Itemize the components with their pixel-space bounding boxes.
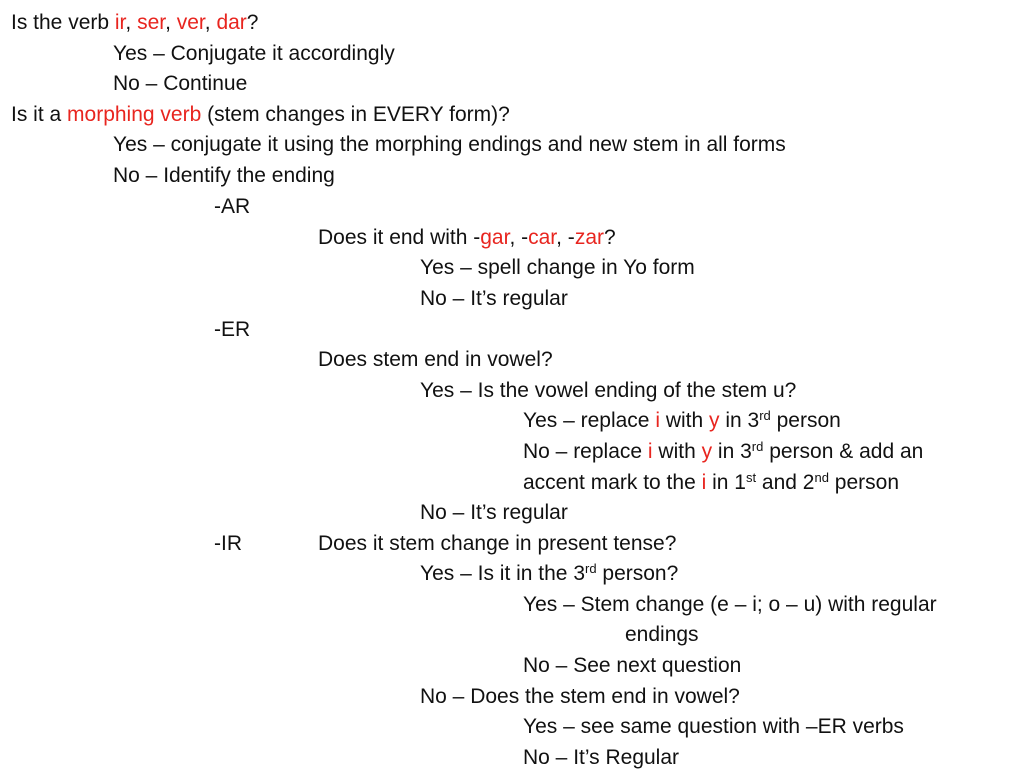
answer-no-regular-ar: No – It’s regular: [420, 287, 568, 310]
question-gar-car-zar: Does it end with -gar, -car, -zar?: [318, 226, 616, 249]
answer-yes-spell-change: Yes – spell change in Yo form: [420, 256, 695, 279]
answer-no-identify-ending: No – Identify the ending: [113, 164, 335, 187]
question-special-verbs: Is the verb ir, ser, ver, dar?: [11, 11, 259, 34]
answer-no-continue: No – Continue: [113, 72, 248, 95]
question-third-person: Yes – Is it in the 3rd person?: [420, 561, 679, 585]
verb-ser: ser: [137, 11, 166, 34]
verb-dar: dar: [216, 11, 247, 34]
question-morphing-verb: Is it a morphing verb (stem changes in EVERY form)?: [11, 103, 510, 126]
answer-yes-replace-i-y: Yes – replace i with y in 3rd person: [523, 408, 841, 432]
answer-yes-stem-change: Yes – Stem change (e – i; o – u) with regular: [523, 593, 937, 616]
question-stem-change-present: Does it stem change in present tense?: [318, 532, 677, 555]
ending-ir: [0, 529, 676, 559]
answer-yes-morphing: Yes – conjugate it using the morphing endings and new stem in all forms: [113, 133, 786, 156]
answer-no-regular-er: No – It’s regular: [420, 501, 568, 524]
answer-yes-conjugate: Yes – Conjugate it accordingly: [113, 42, 395, 65]
morphing-verb-term: morphing verb: [67, 103, 202, 126]
question-stem-vowel-er: Does stem end in vowel?: [318, 348, 553, 371]
ending-er: -ER: [214, 318, 251, 341]
answer-no-replace-accent-continued: accent mark to the i in 1st and 2nd person: [523, 470, 899, 494]
question-vowel-u: Yes – Is the vowel ending of the stem u?: [420, 379, 797, 402]
ending-ir-label: -IR: [214, 532, 242, 555]
answer-no-regular-ir: No – It’s Regular: [523, 746, 680, 769]
answer-no-next-question: No – See next question: [523, 654, 742, 677]
ending-gar: gar: [480, 226, 510, 249]
answer-yes-see-er: Yes – see same question with –ER verbs: [523, 715, 904, 738]
ending-zar: zar: [574, 226, 604, 249]
answer-no-replace-accent: No – replace i with y in 3rd person & add an: [523, 439, 924, 463]
verb-ir: ir: [114, 11, 126, 34]
verb-ver: ver: [176, 11, 205, 34]
answer-yes-stem-change-continued: endings: [625, 623, 699, 646]
question-stem-vowel-ir: No – Does the stem end in vowel?: [420, 685, 740, 708]
ending-car: car: [528, 226, 557, 249]
ending-ar: -AR: [214, 195, 251, 218]
